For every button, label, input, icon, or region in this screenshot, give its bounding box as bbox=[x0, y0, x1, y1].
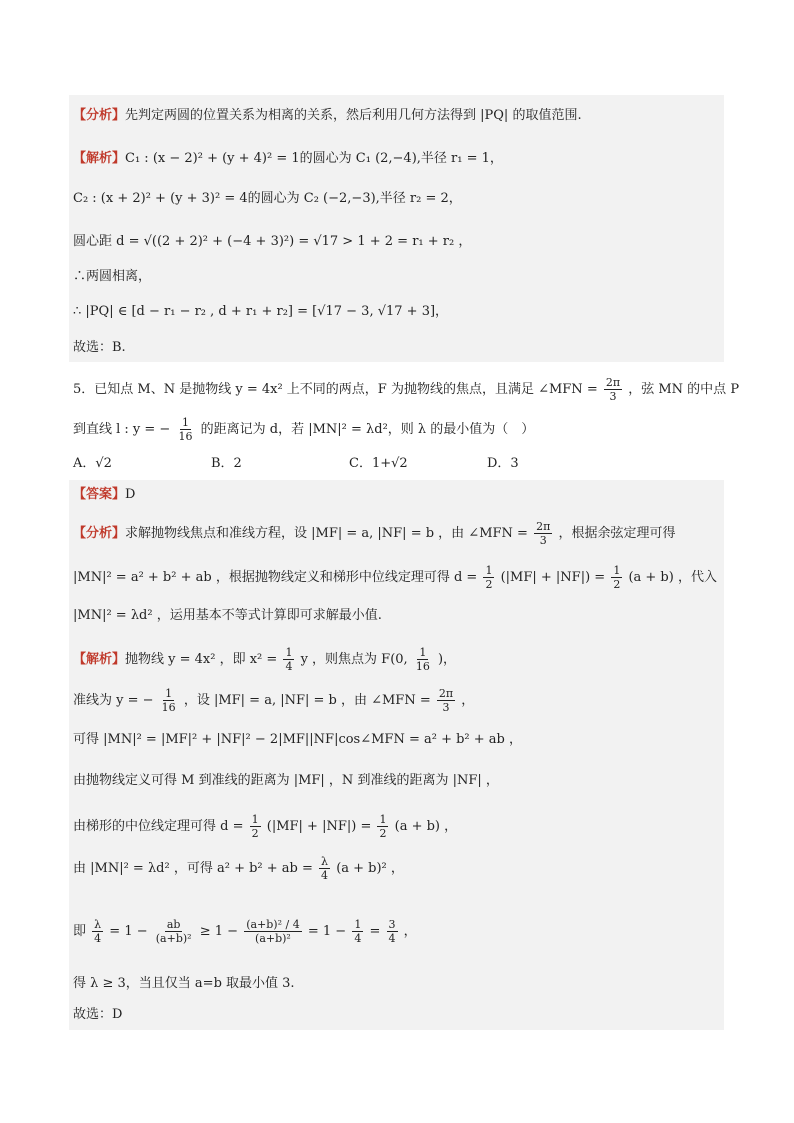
question-text: 的距离记为 d，若 |MN|² = λd²，则 λ 的最小值为（ ） bbox=[200, 422, 535, 437]
options-row bbox=[73, 454, 625, 474]
analysis-line-2 bbox=[73, 564, 717, 591]
question-line-1 bbox=[73, 376, 739, 403]
fraction-denominator: 16 bbox=[178, 430, 193, 443]
solution-line-4: 由抛物线定义可得 M 到准线的距离为 |MF| ，N 到准线的距离为 |NF| ， bbox=[73, 773, 499, 788]
solution-text: (|MF| + |NF|) = bbox=[266, 819, 372, 834]
fraction-numerator: 1 bbox=[251, 813, 259, 826]
fraction bbox=[319, 855, 330, 882]
question-line-2 bbox=[73, 416, 534, 443]
analysis-tag: 【分析】 bbox=[73, 526, 126, 541]
solution-line-1 bbox=[73, 149, 503, 169]
solution-text: = bbox=[369, 924, 381, 939]
fraction-denominator: 16 bbox=[161, 701, 176, 714]
fraction-numerator: ab bbox=[166, 918, 181, 931]
solution-line-2 bbox=[73, 687, 474, 714]
fraction bbox=[414, 646, 432, 673]
option-c[interactable]: C．1+√2 bbox=[349, 456, 408, 471]
fraction-numerator: 1 bbox=[354, 918, 362, 931]
solution-text: 准线为 y = − bbox=[73, 693, 154, 708]
solution-line-8: 得 λ ≥ 3，当且仅当 a=b 取最小值 3. bbox=[73, 976, 295, 991]
fraction-denominator: 16 bbox=[415, 660, 430, 673]
fraction-denominator: (a+b)² bbox=[155, 932, 192, 945]
analysis-line bbox=[73, 106, 582, 126]
fraction bbox=[483, 564, 494, 591]
fraction-denominator: 3 bbox=[539, 534, 547, 547]
fraction-numerator: 1 bbox=[165, 687, 173, 700]
fraction bbox=[244, 918, 302, 945]
solution-text: ， bbox=[403, 924, 417, 939]
solution-text: = 1 − bbox=[307, 924, 347, 939]
solution-line-1 bbox=[73, 646, 456, 673]
fraction bbox=[92, 918, 103, 945]
question-text: ，弦 MN 的中点 P bbox=[628, 382, 740, 397]
solution-text: )， bbox=[437, 652, 457, 667]
fraction-denominator: 4 bbox=[388, 932, 396, 945]
fraction-denominator: 2 bbox=[485, 578, 493, 591]
fraction-numerator: λ bbox=[94, 918, 102, 931]
fraction-numerator: 1 bbox=[379, 813, 387, 826]
fraction bbox=[387, 918, 398, 945]
fraction-numerator: 2π bbox=[605, 376, 621, 389]
fraction-denominator: 4 bbox=[321, 869, 329, 882]
fraction-denominator: 4 bbox=[354, 932, 362, 945]
solution-tag: 【解析】 bbox=[73, 652, 126, 667]
fraction-denominator: 2 bbox=[251, 827, 259, 840]
fraction-numerator: 1 bbox=[613, 564, 621, 577]
fraction-numerator: λ bbox=[321, 855, 329, 868]
fraction bbox=[283, 646, 294, 673]
solution-text: 抛物线 y = 4x² ，即 x² = bbox=[125, 652, 278, 667]
solution-line-9: 故选：D bbox=[73, 1007, 123, 1022]
fraction-denominator: 4 bbox=[94, 932, 102, 945]
fraction bbox=[160, 687, 178, 714]
analysis-text: 先判定两圆的位置关系为相离的关系，然后利用几何方法得到 |PQ| 的取值范围. bbox=[125, 108, 582, 123]
fraction-denominator: 2 bbox=[379, 827, 387, 840]
solution-line-2: C₂ : (x + 2)² + (y + 3)² = 4的圆心为 C₂ (−2,−3),半径 r₂ = 2， bbox=[73, 191, 462, 206]
fraction bbox=[154, 918, 194, 945]
fraction-denominator: (a+b)² bbox=[255, 932, 291, 945]
solution-text: (a + b) ， bbox=[394, 819, 458, 834]
solution-line-3: 可得 |MN|² = |MF|² + |NF|² − 2|MF||NF|cos∠MFN = a² + b² + ab ， bbox=[73, 732, 522, 747]
solution-text: y ，则焦点为 F(0, bbox=[300, 652, 408, 667]
solution-line-6: 故选：B. bbox=[73, 340, 126, 355]
solution-block-shading bbox=[69, 480, 724, 1030]
fraction bbox=[604, 376, 622, 403]
option-b[interactable]: B．2 bbox=[211, 456, 242, 471]
solution-text: ， bbox=[461, 693, 475, 708]
fraction-numerator: 2π bbox=[438, 687, 454, 700]
analysis-text: 求解抛物线焦点和准线方程，设 |MF| = a, |NF| = b ，由 ∠MFN = bbox=[125, 526, 528, 541]
option-d[interactable]: D．3 bbox=[487, 456, 519, 471]
fraction bbox=[250, 813, 261, 840]
analysis-tag: 【分析】 bbox=[73, 108, 126, 123]
fraction bbox=[176, 416, 194, 443]
analysis-text: ，根据余弦定理可得 bbox=[558, 526, 676, 541]
fraction bbox=[611, 564, 622, 591]
fraction-denominator: 4 bbox=[285, 660, 293, 673]
solution-text: ≥ 1 − bbox=[199, 924, 239, 939]
fraction-numerator: 1 bbox=[285, 646, 293, 659]
fraction bbox=[534, 520, 552, 547]
question-text: 5．已知点 M、N 是抛物线 y = 4x² 上不同的两点，F 为抛物线的焦点，且满足 ∠MFN = bbox=[73, 382, 598, 397]
fraction bbox=[352, 918, 363, 945]
solution-text: ，设 |MF| = a, |NF| = b ，由 ∠MFN = bbox=[183, 693, 431, 708]
answer-line bbox=[73, 485, 135, 505]
fraction-denominator: 3 bbox=[609, 390, 617, 403]
solution-text: 即 bbox=[73, 924, 87, 939]
solution-tag: 【解析】 bbox=[73, 151, 126, 166]
solution-text: 由 |MN|² = λd² ，可得 a² + b² + ab = bbox=[73, 861, 313, 876]
fraction-numerator: 1 bbox=[181, 416, 189, 429]
solution-text: (a + b)² ， bbox=[336, 861, 404, 876]
solution-line-5: ∴ |PQ| ∈ [d − r₁ − r₂ , d + r₁ + r₂] = [√17 − 3, √17 + 3]， bbox=[73, 304, 449, 319]
fraction bbox=[377, 813, 388, 840]
solution-line-4: ∴两圆相离， bbox=[73, 269, 152, 284]
analysis-line-1 bbox=[73, 520, 675, 547]
answer-value: D bbox=[125, 487, 136, 502]
analysis-text: (a + b) ，代入 bbox=[628, 570, 717, 585]
solution-line-6 bbox=[73, 855, 404, 882]
solution-line-7 bbox=[73, 918, 417, 945]
fraction-denominator: 2 bbox=[613, 578, 621, 591]
fraction bbox=[437, 687, 455, 714]
analysis-text: (|MF| + |NF|) = bbox=[500, 570, 606, 585]
analysis-text: |MN|² = a² + b² + ab ，根据抛物线定义和梯形中位线定理可得 d = bbox=[73, 570, 478, 585]
fraction-numerator: 2π bbox=[536, 520, 551, 533]
question-text: 到直线 l : y = − bbox=[73, 422, 171, 437]
solution-line-5 bbox=[73, 813, 457, 840]
solution-line-3: 圆心距 d = √((2 + 2)² + (−4 + 3)²) = √17 > 1 + 2 = r₁ + r₂ ， bbox=[73, 234, 472, 249]
solution-text: 由梯形的中位线定理可得 d = bbox=[73, 819, 244, 834]
answer-tag: 【答案】 bbox=[73, 487, 126, 502]
option-a[interactable]: A．√2 bbox=[73, 456, 112, 471]
solution-text: = 1 − bbox=[109, 924, 148, 939]
fraction-numerator: 3 bbox=[388, 918, 396, 931]
fraction-denominator: 3 bbox=[442, 701, 450, 714]
fraction-numerator: (a+b)² / 4 bbox=[246, 918, 300, 931]
solution-text: C₁ : (x − 2)² + (y + 4)² = 1的圆心为 C₁ (2,−4),半径 r₁ = 1， bbox=[125, 151, 503, 166]
analysis-line-3: |MN|² = λd² ，运用基本不等式计算即可求解最小值. bbox=[73, 608, 382, 623]
fraction-numerator: 1 bbox=[485, 564, 493, 577]
fraction-numerator: 1 bbox=[419, 646, 427, 659]
